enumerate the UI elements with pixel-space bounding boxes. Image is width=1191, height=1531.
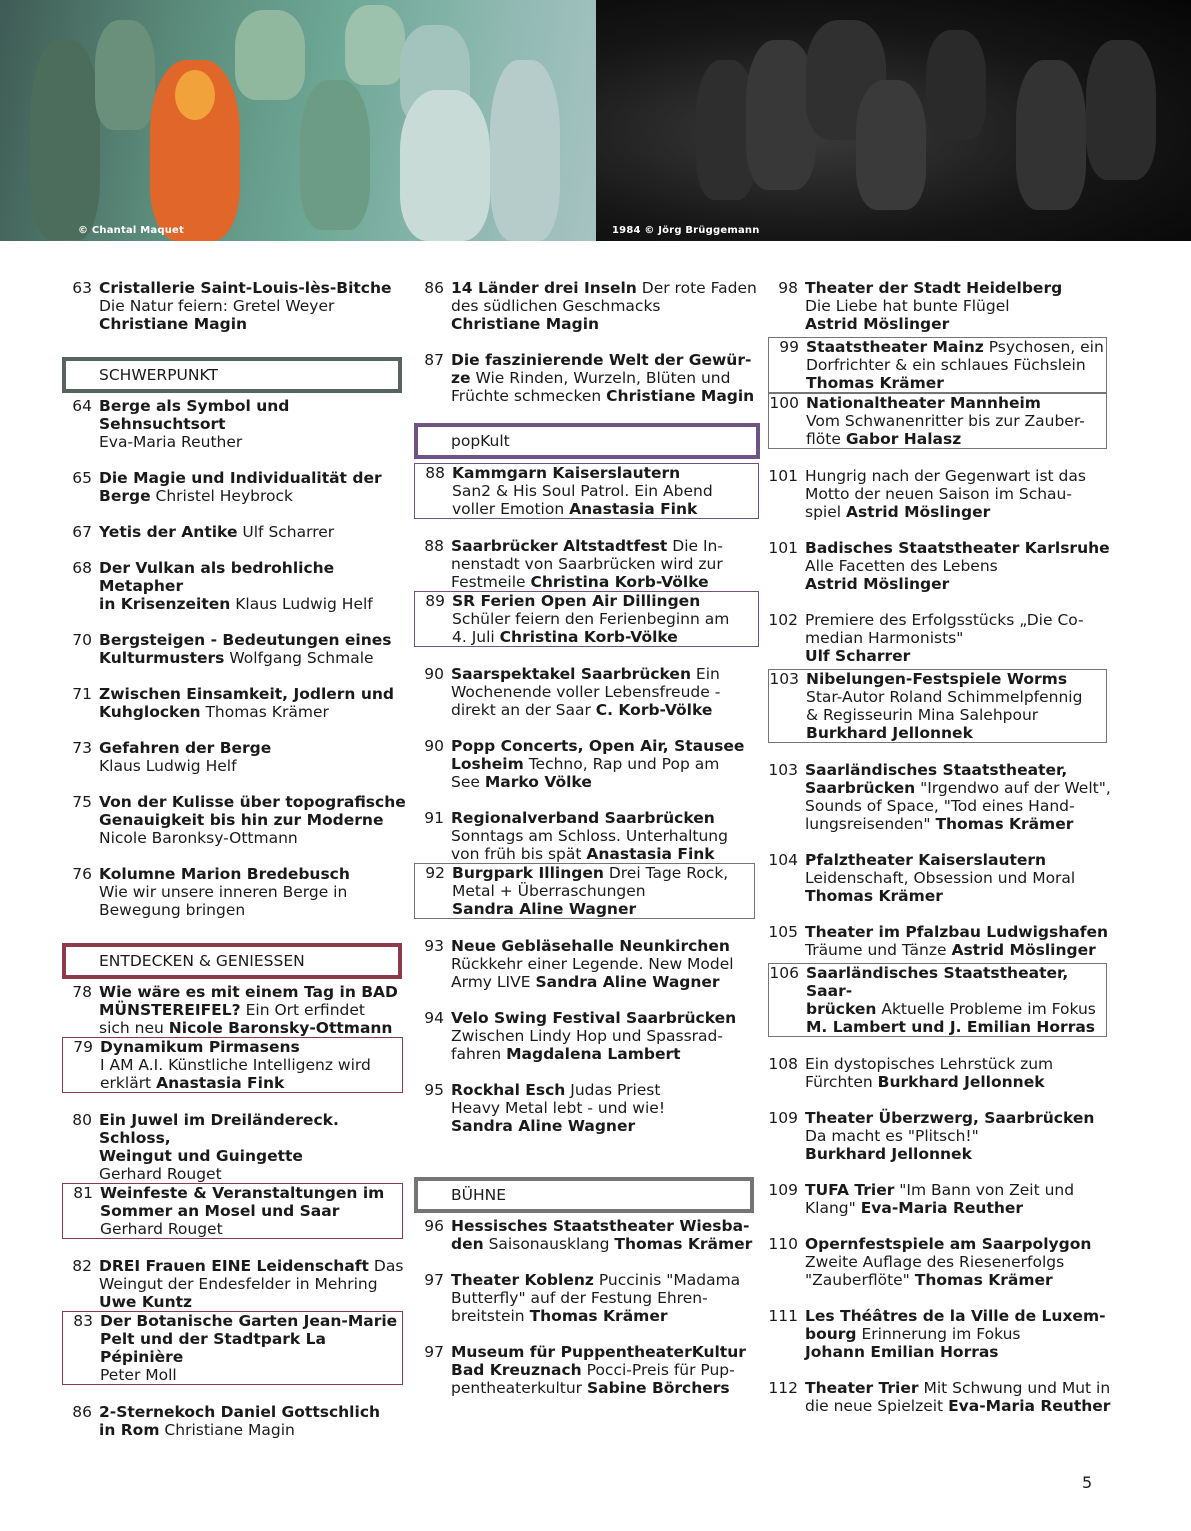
toc-entry: 102 Premiere des Erfolgsstücks „Die Co- median Harmonists" Ulf Scharrer xyxy=(768,611,1084,665)
toc-entry: 111 Les Théâtres de la Ville de Luxem- bourg Erinnerung im Fokus Johann Emilian Horras xyxy=(768,1307,1106,1361)
toc-entry: 76 Kolumne Marion Bredebusch Wie wir unsere inneren Berge in Bewegung bringen xyxy=(72,865,350,919)
toc-entry: 71 Zwischen Einsamkeit, Jodlern und Kuhglocken Thomas Krämer xyxy=(72,685,395,721)
toc-entry: 97 Theater Koblenz Puccinis "Madama Butterfly" auf der Festung Ehren- breitstein Thomas Krämer xyxy=(424,1271,741,1325)
section-popkult: popKult xyxy=(414,423,760,459)
toc-entry: 90 Saarspektakel Saarbrücken Ein Wochenende voller Lebensfreude - direkt an der Saar C. Korb-Völke xyxy=(424,665,721,719)
toc-entry: 112 Theater Trier Mit Schwung und Mut in die neue Spielzeit Eva-Maria Reuther xyxy=(768,1379,1111,1415)
toc-entry: 109 TUFA Trier "Im Bann von Zeit und Klang" Eva-Maria Reuther xyxy=(768,1181,1075,1217)
toc-entry: 87 Die faszinierende Welt der Gewür- ze Wie Rinden, Wurzeln, Blüten und Früchte schmecken Christiane Magin xyxy=(424,351,755,405)
toc-entry: 103 Saarländisches Staatstheater, Saarbrücken "Irgendwo auf der Welt", Sounds of Space, "Tod eines Hand- lungsreisenden" Thomas Krämer xyxy=(768,761,1111,833)
toc-entry: 78 Wie wäre es mit einem Tag in BAD MÜNSTEREIFEL? Ein Ort erfindet sich neu Nicole Baronsky-Ottmann xyxy=(72,983,398,1037)
toc-entry: 88 Saarbrücker Altstadtfest Die In- nenstadt von Saarbrücken wird zur Festmeile Christina Korb-Völke xyxy=(424,537,723,591)
right-image-caption: 1984 © Jörg Brüggemann xyxy=(612,225,760,236)
left-image-caption: © Chantal Maquet xyxy=(78,225,184,236)
toc-entry-boxed: 106 Saarländisches Staatstheater, Saar- brücken Aktuelle Probleme im Fokus M. Lambert und J. Emilian Horras xyxy=(768,963,1107,1037)
page-number: 5 xyxy=(1082,1473,1093,1492)
toc-entry: 91 Regionalverband Saarbrücken Sonntags am Schloss. Unterhaltung von früh bis spät Anastasia Fink xyxy=(424,809,728,863)
toc-column-2 xyxy=(414,279,759,1397)
toc-column-1 xyxy=(62,279,407,1439)
toc-entry: 86 14 Länder drei Inseln Der rote Faden des südlichen Geschmacks Christiane Magin xyxy=(424,279,757,333)
section-entdecken: ENTDECKEN & GENIESSEN xyxy=(62,943,402,979)
toc-entry: 93 Neue Gebläsehalle Neunkirchen Rückkehr einer Legende. New Model Army LIVE Sandra Aline Wagner xyxy=(424,937,734,991)
toc-entry: 109 Theater Überzwerg, Saarbrücken Da macht es "Plitsch!" Burkhard Jellonnek xyxy=(768,1109,1095,1163)
toc-entry: 108 Ein dystopisches Lehrstück zum Fürchten Burkhard Jellonnek xyxy=(768,1055,1054,1091)
toc-entry: 86 2-Sternekoch Daniel Gottschlich in Rom Christiane Magin xyxy=(72,1403,381,1439)
toc-entry: 63 Cristallerie Saint-Louis-lès-Bitche Die Natur feiern: Gretel Weyer Christiane Magin xyxy=(72,279,392,333)
toc-entry: 95 Rockhal Esch Judas Priest Heavy Metal lebt - und wie! Sandra Aline Wagner xyxy=(424,1081,666,1135)
stage-photo xyxy=(596,0,1191,241)
header-images xyxy=(0,0,1191,241)
toc-entry: 101 Hungrig nach der Gegenwart ist das Motto der neuen Saison im Schau- spiel Astrid Möslinger xyxy=(768,467,1086,521)
toc-entry-boxed: 89 SR Ferien Open Air Dillingen Schüler feiern den Ferienbeginn am 4. Juli Christina Korb-Völke xyxy=(414,591,759,647)
toc-entry-boxed: 83 Der Botanische Garten Jean-Marie Pelt und der Stadtpark La Pépinière Peter Moll xyxy=(62,1311,403,1385)
toc-entry: 73 Gefahren der Berge Klaus Ludwig Helf xyxy=(72,739,272,775)
toc-column-3 xyxy=(768,279,1113,1415)
toc-entry: 70 Bergsteigen - Bedeutungen eines Kulturmusters Wolfgang Schmale xyxy=(72,631,392,667)
toc-entry: 101 Badisches Staatstheater Karlsruhe Alle Facetten des Lebens Astrid Möslinger xyxy=(768,539,1110,593)
painting-image xyxy=(0,0,596,241)
toc-entry: 110 Opernfestspiele am Saarpolygon Zweite Auflage des Riesenerfolgs "Zauberflöte" Thomas Krämer xyxy=(768,1235,1092,1289)
toc-entry: 82 DREI Frauen EINE Leidenschaft Das Weingut der Endesfelder in Mehring Uwe Kuntz xyxy=(72,1257,404,1311)
toc-entry-boxed: 79 Dynamikum Pirmasens I AM A.I. Künstliche Intelligenz wird erklärt Anastasia Fink xyxy=(62,1037,403,1093)
toc-entry-boxed: 92 Burgpark Illingen Drei Tage Rock, Metal + Überraschungen Sandra Aline Wagner xyxy=(414,863,755,919)
toc-entry-boxed: 100 Nationaltheater Mannheim Vom Schwanenritter bis zur Zauber- flöte Gabor Halasz xyxy=(768,393,1107,449)
toc-entry: 80 Ein Juwel im Dreiländereck. Schloss, Weingut und Guingette Gerhard Rouget xyxy=(72,1111,339,1183)
toc-entry: 67 Yetis der Antike Ulf Scharrer xyxy=(72,523,335,541)
toc-entry: 65 Die Magie und Individualität der Berge Christel Heybrock xyxy=(72,469,382,505)
toc-entry: 64 Berge als Symbol und Sehnsuchtsort Eva-Maria Reuther xyxy=(72,397,290,451)
toc-entry: 104 Pfalztheater Kaiserslautern Leidenschaft, Obsession und Moral Thomas Krämer xyxy=(768,851,1076,905)
toc-entry: 68 Der Vulkan als bedrohliche Metapher in Krisenzeiten Klaus Ludwig Helf xyxy=(72,559,373,613)
toc-entry: 98 Theater der Stadt Heidelberg Die Liebe hat bunte Flügel Astrid Möslinger xyxy=(778,279,1063,333)
toc-entry: 96 Hessisches Staatstheater Wiesba- den Saisonausklang Thomas Krämer xyxy=(424,1217,753,1253)
toc-entry-boxed: 103 Nibelungen-Festspiele Worms Star-Autor Roland Schimmelpfennig & Regisseurin Mina Salehpour Burkhard Jellonnek xyxy=(768,669,1107,743)
toc-entry: 90 Popp Concerts, Open Air, Stausee Losheim Techno, Rap und Pop am See Marko Völke xyxy=(424,737,745,791)
toc-entry-boxed: 81 Weinfeste & Veranstaltungen im Sommer an Mosel und Saar Gerhard Rouget xyxy=(62,1183,403,1239)
toc-entry: 75 Von der Kulisse über topografische Genauigkeit bis hin zur Moderne Nicole Baronksy-Ottmann xyxy=(72,793,406,847)
toc-entry-boxed: 99 Staatstheater Mainz Psychosen, ein Dorfrichter & ein schlaues Füchslein Thomas Krämer xyxy=(768,337,1107,393)
section-buehne: BÜHNE xyxy=(414,1177,754,1213)
toc-entry-boxed: 88 Kammgarn Kaiserslautern San2 & His Soul Patrol. Ein Abend voller Emotion Anastasia Fink xyxy=(414,463,759,519)
section-schwerpunkt: SCHWERPUNKT xyxy=(62,357,402,393)
toc-entry: 94 Velo Swing Festival Saarbrücken Zwischen Lindy Hop und Spassrad- fahren Magdalena Lambert xyxy=(424,1009,737,1063)
toc-entry: 105 Theater im Pfalzbau Ludwigshafen Träume und Tänze Astrid Möslinger xyxy=(768,923,1109,959)
toc-entry: 97 Museum für PuppentheaterKultur Bad Kreuznach Pocci-Preis für Pup- pentheaterkultur Sabine Börchers xyxy=(424,1343,746,1397)
